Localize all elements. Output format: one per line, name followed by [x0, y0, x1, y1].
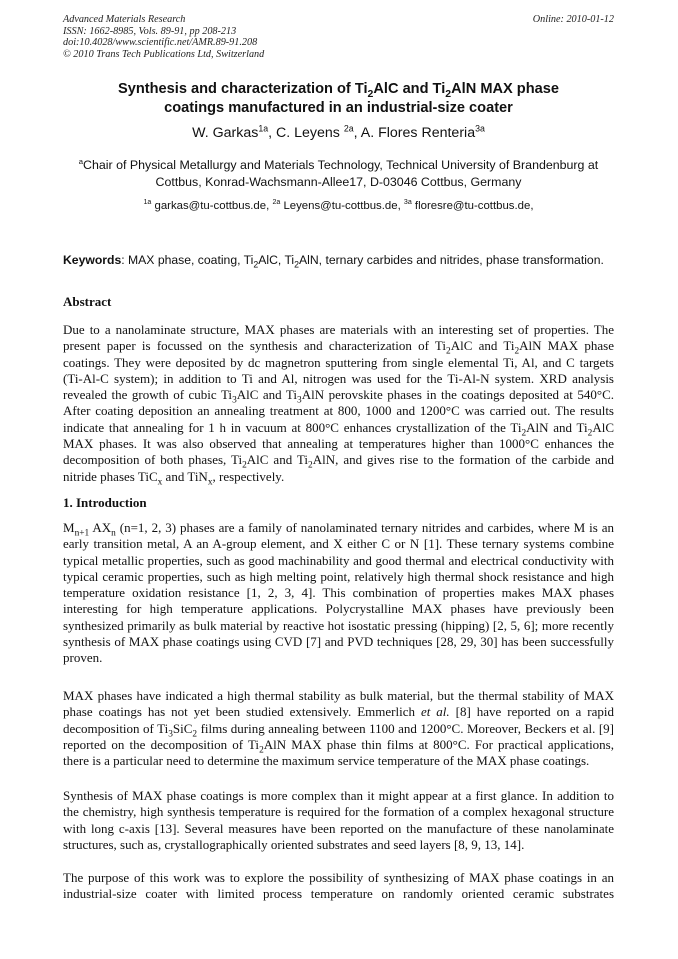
- abstract-heading: Abstract: [63, 294, 112, 309]
- email-link[interactable]: Leyens@tu-cottbus.de,: [280, 200, 404, 212]
- paper-title: Synthesis and characterization of $Ti_2AlC$ and $Ti_2AlN$ MAX phase coatings manufactured in an industrial-size coater: [118, 81, 559, 116]
- introduction-heading: 1. Introduction: [63, 495, 147, 510]
- copyright-line: © 2010 Trans Tech Publications Ltd, Switzerland: [63, 48, 265, 60]
- author-emails: $^{1a}$ garkas@tu-cottbus.de, $^{2a}$ Leyens@tu-cottbus.de, $^{3a}$ floresre@tu-cottbus.de,: [143, 199, 534, 212]
- intro-paragraph-2: MAX phases have indicated a high thermal stability as bulk material, but the thermal stability of MAX phase coatings has not yet been studied extensively. Emmerlich et al. [8] have reported on a rapid decomposition of $Ti_3SiC_2$ films during annealing between 1100 and 1200°C. Moreover, Beckers et al. [9] reported on the decomposition of $Ti_2AlN$ MAX phase thin films at 800°C. For practical applications, there is a particular need to determine the maximum service temperature of the MAX phase coatings.: [63, 688, 614, 769]
- issn-line: ISSN: 1662-8985, Vols. 89-91, pp 208-213: [63, 25, 237, 37]
- affiliation: $^a$Chair of Physical Metallurgy and Materials Technology, Technical University of Brandenburg at Cottbus, Konrad-Wachsmann-Allee17, D-03046 Cottbus, Germany: [78, 156, 599, 189]
- page-header: [63, 14, 614, 60]
- doi-line: doi:10.4028/www.scientific.net/AMR.89-91.208: [63, 37, 258, 49]
- author-list: W. Garkas$^{1a}$, C. Leyens $^{2a}$, A. Flores Renteria$^{3a}$: [192, 123, 485, 141]
- abstract-text: Due to a nanolaminate structure, MAX phases are materials with an interesting set of properties. The present paper is focussed on the synthesis and characterization of $Ti_2AlC$ and $Ti_2AlN$ MAX phase coatings. They were deposited by dc magnetron sputtering from single elemental Ti, Al, and C targets (Ti-Al-C system); in addition to Ti and Al, nitrogen was used for the Ti-Al-N system. XRD analysis revealed the growth of cubic $Ti_3AlC$ and $Ti_3AlN$ perovskite phases in the coatings deposited at 540°C. After coating deposition an annealing treatment at 800, 1000 and 1200°C was carried out. The results indicate that annealing for 1 h in vacuum at 800°C enhances crystallization of the $Ti_2AlN$ and $Ti_2AlC$ MAX phases. It was also observed that annealing at temperatures higher than 1000°C enhances the decomposition of both phases, $Ti_2AlC$ and $Ti_2AlN$, and gives rise to the formation of the carbide and nitride phases TiC$_x$ and TiN$_x$, respectively.: [63, 322, 615, 488]
- intro-paragraph-3: Synthesis of MAX phase coatings is more complex than it might appear at a first glance. In addition to the chemistry, high synthesis temperature is required for the formation of a complex hexagonal structure with long c-axis [13]. Several measures have been reported on the manufacture of these nanolaminate structures, such as, crystallographically oriented substrates and seed layers [8, 9, 13, 14].: [63, 788, 614, 852]
- email-link[interactable]: garkas@tu-cottbus.de,: [151, 200, 273, 212]
- email-link[interactable]: floresre@tu-cottbus.de,: [411, 200, 534, 212]
- intro-paragraph-1: $M_{n+1}$ $AX_n$ (n=1, 2, 3) phases are a family of nanolaminated ternary nitrides and carbides, where M is an early transition metal, A an A-group element, and X either C or N [1]. These ternary systems combine typical metallic properties, such as good machinability and good thermal and electrical conductivity with typical ceramic properties, such as high melting point, relatively high thermal shock resistance and high temperature oxidation resistance [1, 2, 3, 4]. This combination of properties makes MAX phases interesting for high temperature applications. Polycrystalline MAX phases have previously been synthesized primarily as bulk material by reactive hot isostatic pressing (hipping) [2, 5, 6]; more recently synthesis of MAX phase coatings using CVD [7] and PVD techniques [28, 29, 30] has been successfully proven.: [63, 520, 614, 666]
- intro-paragraph-4: The purpose of this work was to explore the possibility of synthesizing of MAX phase coatings in an industrial-size coater with limited process temperature on randomly oriented ceramic substrates: [63, 870, 614, 902]
- keywords: Keywords: MAX phase, coating, $Ti_2AlC$, $Ti_2AlN$, ternary carbides and nitrides, phase transformation.: [63, 253, 604, 270]
- online-date: Online: 2010-01-12: [532, 14, 614, 25]
- journal-name: Advanced Materials Research: [63, 14, 186, 25]
